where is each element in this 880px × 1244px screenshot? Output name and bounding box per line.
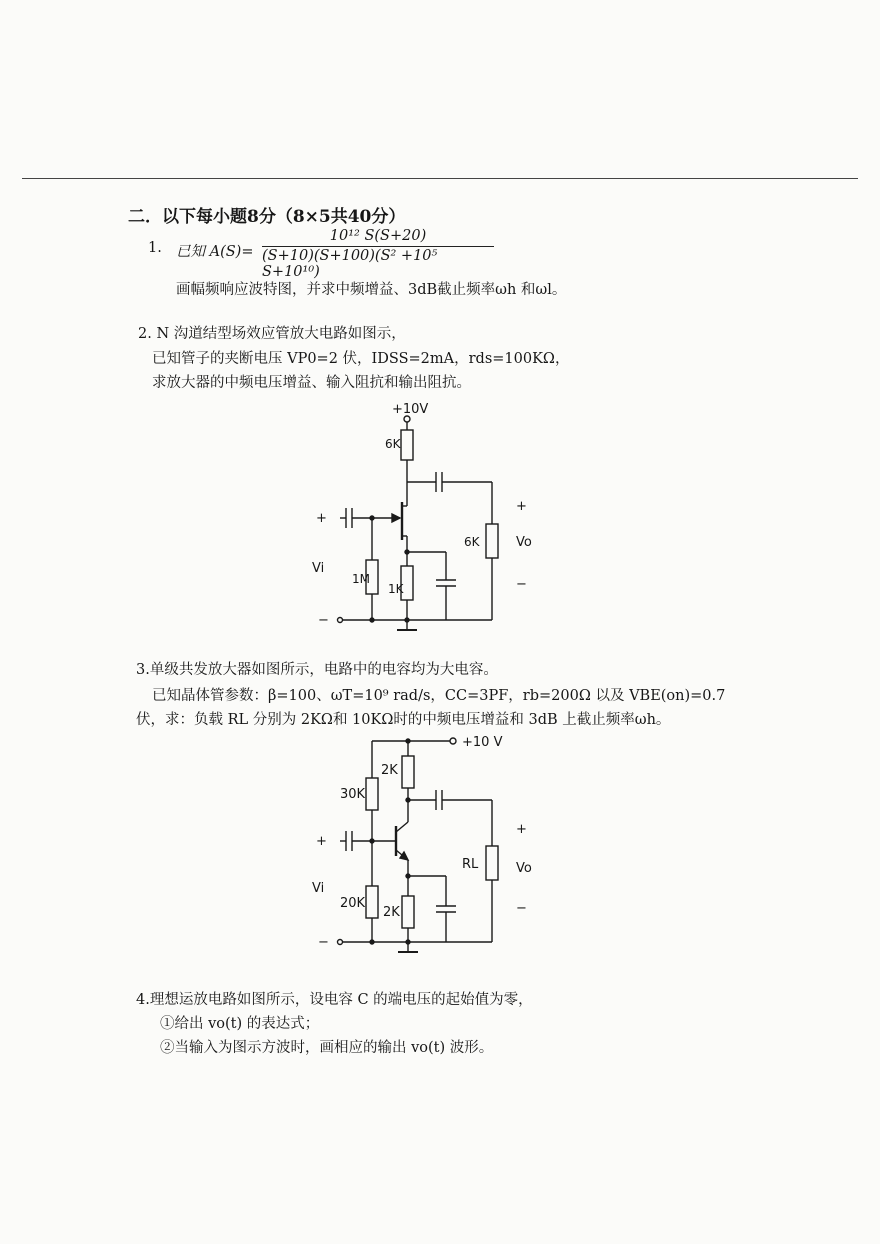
jfet-supply-label: +10V <box>392 402 429 417</box>
q3-line3: 伏，求：负载 RL 分别为 2KΩ和 10KΩ时的中频电压增益和 3dB 上截止频率ωh。 <box>136 712 671 728</box>
q3-line2: 已知晶体管参数：β=100、ωT=10⁹ rad/s，CC=3PF，rb=200Ω 以及 VBE(on)=0.7 <box>152 688 726 704</box>
q2-line3: 求放大器的中频电压增益、输入阻抗和输出阻抗。 <box>152 375 471 391</box>
rg-label: 1M <box>352 572 370 586</box>
supply-terminal <box>450 738 456 744</box>
q4-line3: ②当输入为图示方波时，画相应的输出 vo(t) 波形。 <box>160 1040 494 1056</box>
input-ground-terminal <box>338 940 343 945</box>
rc-resistor <box>402 756 414 788</box>
bjt-circuit-labels <box>312 735 532 950</box>
emitter-arrow <box>400 852 408 860</box>
jfet-circuit-labels <box>312 402 532 628</box>
q1-prefix: 已知 A(S)= <box>176 244 254 260</box>
rb1-label: 30K <box>340 787 366 802</box>
bjt-rl-label: RL <box>462 857 479 872</box>
q2-line1: 2. N 沟道结型场效应管放大电路如图示， <box>138 326 406 342</box>
input-ground-terminal <box>338 618 343 623</box>
re-label: 2K <box>383 905 400 920</box>
q1-task: 画幅频响应波特图，并求中频增益、3dB截止频率ωh 和ωl。 <box>176 282 567 298</box>
bjt-amplifier-circuit <box>338 738 499 952</box>
q2-line2: 已知管子的夹断电压 VP0=2 伏，IDSS=2mA，rds=100KΩ， <box>152 351 570 367</box>
load-resistor <box>486 524 498 558</box>
bjt-vi-label: Vi <box>312 881 325 896</box>
re-resistor <box>402 896 414 928</box>
q1-number: 1. <box>148 240 162 256</box>
bjt-output-plus: + <box>516 822 527 837</box>
q4-line2: ①给出 vo(t) 的表达式； <box>160 1016 320 1032</box>
jfet-input-minus: − <box>318 613 329 628</box>
section-title: 二．以下每小题8分（8×5共40分） <box>128 207 406 227</box>
bjt-supply-label: +10 V <box>462 735 503 750</box>
rc-label: 2K <box>381 763 398 778</box>
rl-label: 6K <box>464 535 480 549</box>
load-resistor <box>486 846 498 880</box>
bjt-input-plus: + <box>316 834 327 849</box>
gate-arrow <box>392 514 400 522</box>
jfet-vo-label: Vo <box>516 535 532 550</box>
jfet-output-plus: + <box>516 499 527 514</box>
rb1-resistor <box>366 778 378 810</box>
q1-denominator: (S+10)(S+100)(S² +10⁵ S+10¹⁰) <box>262 248 438 280</box>
rb2-resistor <box>366 886 378 918</box>
bjt-output-minus: − <box>516 901 527 916</box>
jfet-vi-label: Vi <box>312 561 325 576</box>
q4-line1: 4.理想运放电路如图所示，设电容 C 的端电压的起始值为零， <box>136 992 533 1008</box>
q1-numerator: 10¹² S(S+20) <box>329 228 427 244</box>
q3-line1: 3.单级共发放大器如图所示，电路中的电容均为大电容。 <box>136 662 498 678</box>
bjt-input-minus: − <box>318 935 329 950</box>
jfet-input-plus: + <box>316 511 327 526</box>
drain-resistor <box>401 430 413 460</box>
jfet-amplifier-circuit <box>338 416 499 630</box>
jfet-output-minus: − <box>516 577 527 592</box>
bjt-vo-label: Vo <box>516 861 532 876</box>
rs-label: 1K <box>388 582 404 596</box>
rd-label: 6K <box>385 437 401 451</box>
rb2-label: 20K <box>340 896 366 911</box>
